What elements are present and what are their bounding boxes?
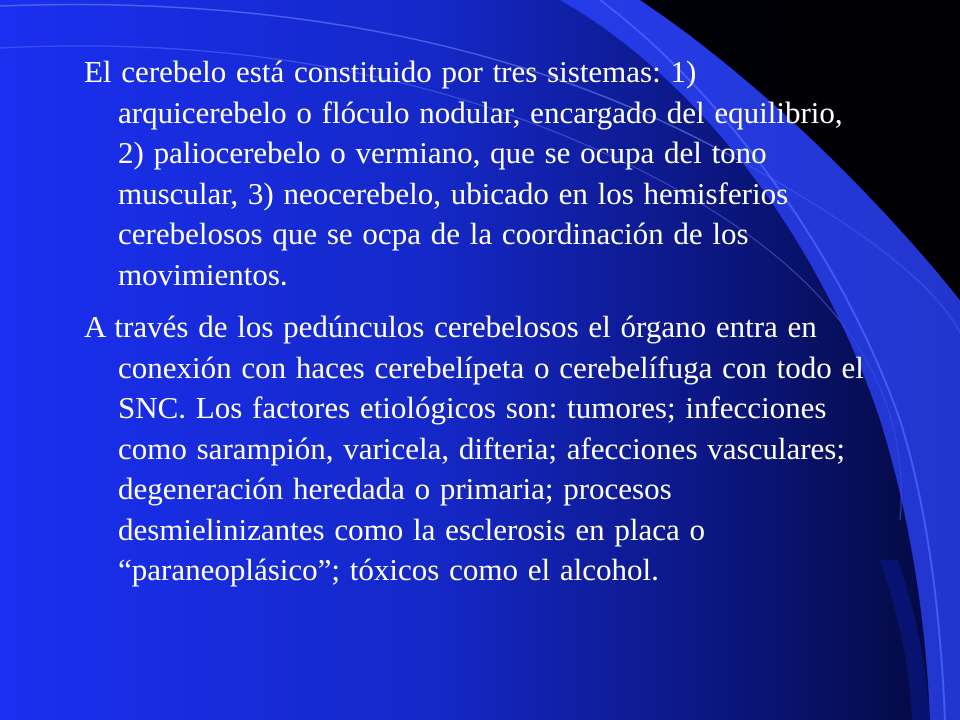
paragraph-cerebelo-sistemas: El cerebelo está constituido por tres sistemas: 1) arquicerebelo o flóculo nodular, encargado del equilibrio, 2) paliocerebelo o vermiano, que se ocupa del tono muscular, 3) neocerebelo, ubicado en los hemisferios cerebelosos que se ocpa de la coordinación de los movimientos. [84, 54, 843, 292]
slide-body [84, 52, 874, 603]
paragraph-pedunculos-etiologia: A través de los pedúnculos cerebelosos el órgano entra en conexión con haces cerebelípeta o cerebelífuga con todo el SNC. Los factores etiológicos son: tumores; infecciones como sarampión, varicela, difteria; afecciones vasculares; degeneración heredada o primaria; procesos desmielinizantes como la esclerosis en placa o “paraneoplásico”; tóxicos como el alcohol. [84, 309, 864, 587]
